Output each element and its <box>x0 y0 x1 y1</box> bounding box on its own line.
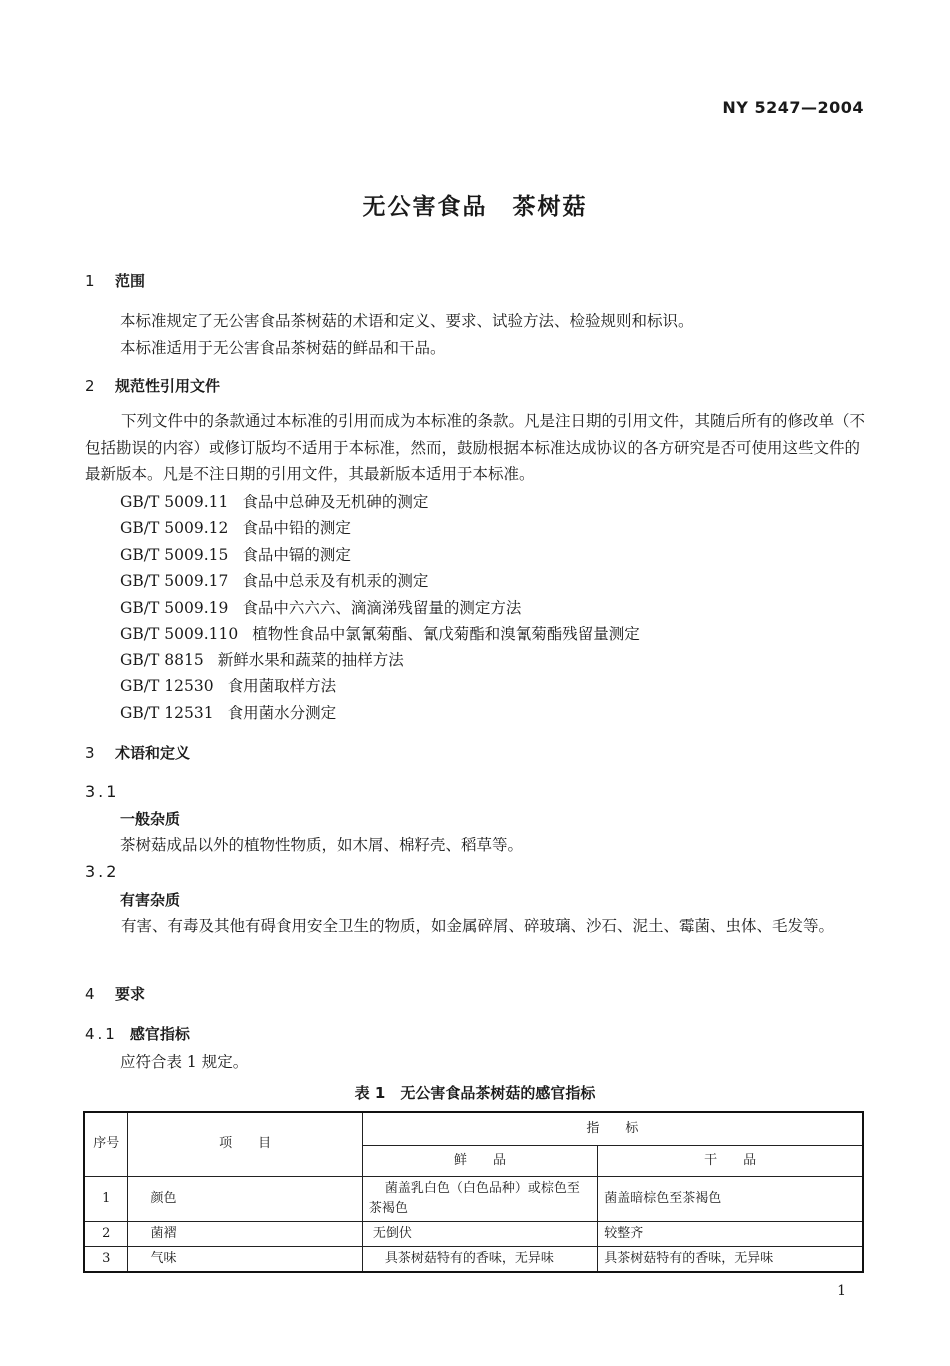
section-title: 术语和定义 <box>115 744 191 762</box>
reference-title: 食用菌水分测定 <box>227 704 337 722</box>
reference-item <box>120 543 351 565</box>
reference-code: GB/T 5009.110 <box>120 625 239 643</box>
reference-title: 食品中总砷及无机砷的测定 <box>242 493 429 511</box>
section-title: 范围 <box>115 272 146 290</box>
header-index: 指 标 <box>362 1112 863 1145</box>
cell-seq: 1 <box>84 1176 128 1221</box>
cell-dried: 具茶树菇特有的香味，无异味 <box>598 1246 863 1272</box>
reference-code: GB/T 5009.11 <box>120 493 229 511</box>
section-2-heading <box>85 375 220 396</box>
reference-item <box>120 674 336 696</box>
reference-title: 食用菌取样方法 <box>227 677 337 695</box>
reference-code: GB/T 12531 <box>120 704 214 722</box>
cell-seq: 3 <box>84 1246 128 1272</box>
cell-dried: 菌盖暗棕色至茶褐色 <box>598 1176 863 1221</box>
term-definition: 茶树菇成品以外的植物性物质，如木屑、棉籽壳、稻草等。 <box>120 836 524 854</box>
term-number: 3.2 <box>85 862 120 881</box>
cell-item: 气味 <box>128 1246 362 1272</box>
header-seq: 序号 <box>84 1112 128 1176</box>
subsection-number: 4.1 <box>85 1025 118 1043</box>
reference-item <box>120 569 428 591</box>
section-number: 3 <box>85 744 95 762</box>
reference-code: GB/T 5009.17 <box>120 572 229 590</box>
page-number: 1 <box>837 1283 846 1299</box>
table-row <box>84 1176 863 1221</box>
paragraph: 本标准规定了无公害食品茶树菇的术语和定义、要求、试验方法、检验规则和标识。 <box>120 312 694 330</box>
paragraph: 应符合表 1 规定。 <box>120 1053 249 1071</box>
term-name: 一般杂质 <box>120 810 181 828</box>
document-title: 无公害食品 茶树菇 <box>362 194 588 220</box>
term-number: 3.1 <box>85 782 120 801</box>
cell-fresh: 具茶树菇特有的香味，无异味 <box>362 1246 597 1272</box>
reference-code: GB/T 5009.19 <box>120 599 229 617</box>
table-row <box>84 1221 863 1246</box>
cell-dried: 较整齐 <box>598 1221 863 1246</box>
paragraph: 本标准适用于无公害食品茶树菇的鲜品和干品。 <box>120 339 446 357</box>
header-item: 项 目 <box>128 1112 362 1176</box>
reference-item <box>120 648 404 670</box>
reference-item <box>120 701 336 723</box>
reference-item <box>120 596 521 618</box>
standard-number: NY 5247—2004 <box>722 98 864 117</box>
section-number: 4 <box>85 985 95 1003</box>
reference-code: GB/T 12530 <box>120 677 214 695</box>
reference-item <box>120 622 640 644</box>
paragraph: 下列文件中的条款通过本标准的引用而成为本标准的条款。凡是注日期的引用文件，其随后所有的修改单（不包括勘误的内容）或修订版均不适用于本标准，然而，鼓励根据本标准达成协议的各方研究是否可使用这些文件的最新版本。凡是不注日期的引用文件，其最新版本适用于本标准。 <box>85 412 866 483</box>
reference-title: 植物性食品中氯氰菊酯、氰戊菊酯和溴氰菊酯残留量测定 <box>252 625 640 643</box>
section-title: 要求 <box>115 985 146 1003</box>
subsection-title: 感官指标 <box>129 1025 190 1043</box>
header-fresh: 鲜 品 <box>362 1145 597 1176</box>
term-name: 有害杂质 <box>120 891 181 909</box>
section-4-heading <box>85 983 145 1004</box>
table-caption: 表 1 无公害食品茶树菇的感官指标 <box>354 1084 596 1102</box>
section-number: 1 <box>85 272 95 290</box>
reference-code: GB/T 8815 <box>120 651 204 669</box>
reference-item <box>120 490 428 512</box>
term-definition: 有害、有毒及其他有碍食用安全卫生的物质，如金属碎屑、碎玻璃、沙石、泥土、霉菌、虫体、毛发等。 <box>121 917 835 935</box>
reference-title: 食品中总汞及有机汞的测定 <box>242 572 429 590</box>
cell-item: 菌褶 <box>128 1221 362 1246</box>
reference-code: GB/T 5009.12 <box>120 519 229 537</box>
table-row <box>84 1246 863 1272</box>
sensory-index-table <box>83 1111 864 1273</box>
reference-title: 食品中六六六、滴滴涕残留量的测定方法 <box>242 599 522 617</box>
header-dried: 干 品 <box>598 1145 863 1176</box>
reference-title: 食品中镉的测定 <box>242 546 351 564</box>
section-3-heading <box>85 742 190 763</box>
reference-title: 新鲜水果和蔬菜的抽样方法 <box>217 651 404 669</box>
section-number: 2 <box>85 377 95 395</box>
cell-fresh: 菌盖乳白色（白色品种）或棕色至茶褐色 <box>362 1176 597 1221</box>
section-1-heading <box>85 270 145 291</box>
cell-seq: 2 <box>84 1221 128 1246</box>
cell-item: 颜色 <box>128 1176 362 1221</box>
subsection-4-1-heading <box>85 1023 190 1044</box>
cell-fresh: 无倒伏 <box>362 1221 597 1246</box>
section-title: 规范性引用文件 <box>115 377 221 395</box>
reference-title: 食品中铅的测定 <box>242 519 351 537</box>
reference-code: GB/T 5009.15 <box>120 546 229 564</box>
reference-item <box>120 516 351 538</box>
